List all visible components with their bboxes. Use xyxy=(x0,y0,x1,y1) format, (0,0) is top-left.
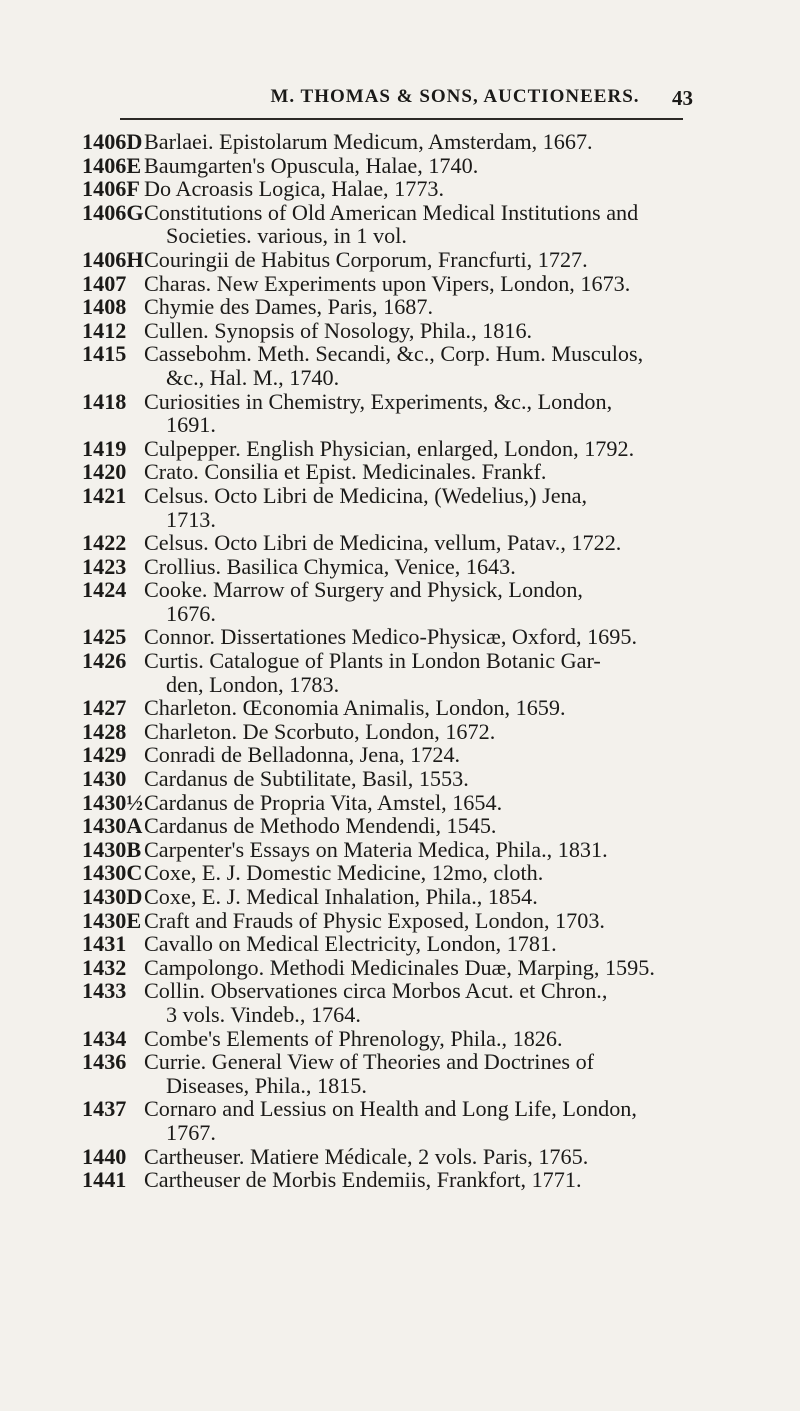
lot-number: 1407 xyxy=(82,270,127,296)
lot-number: 1430 xyxy=(82,766,127,792)
lot-description-line: Combe's Elements of Phrenology, Phila., 1826. xyxy=(144,1025,563,1051)
lot-description xyxy=(144,531,712,555)
lot-entry xyxy=(82,272,712,296)
lot-description xyxy=(144,272,712,296)
lot-entry xyxy=(82,1050,712,1097)
lot-description-line: Cullen. Synopsis of Nosology, Phila., 1816. xyxy=(144,317,533,343)
lot-description xyxy=(144,1027,712,1051)
lot-entry xyxy=(82,956,712,980)
running-header: M. THOMAS & SONS, AUCTIONEERS. xyxy=(270,86,640,107)
lot-description-line: Collin. Observationes circa Morbos Acut. et Chron., xyxy=(144,978,608,1004)
lot-entry xyxy=(82,861,712,885)
lot-description-line: Conradi de Belladonna, Jena, 1724. xyxy=(144,742,461,768)
lot-list xyxy=(82,130,712,1192)
lot-description-line: Coxe, E. J. Domestic Medicine, 12mo, cloth. xyxy=(144,860,544,886)
lot-number: 1424 xyxy=(82,577,127,603)
lot-entry xyxy=(82,720,712,744)
lot-description-line: Craft and Frauds of Physic Exposed, London, 1703. xyxy=(144,907,605,933)
lot-entry xyxy=(82,248,712,272)
lot-description xyxy=(144,248,712,272)
lot-number: 1419 xyxy=(82,435,127,461)
lot-description xyxy=(144,743,712,767)
lot-description-line: Crollius. Basilica Chymica, Venice, 1643. xyxy=(144,553,516,579)
lot-description-line: Cardanus de Propria Vita, Amstel, 1654. xyxy=(144,789,503,815)
lot-number: 1434 xyxy=(82,1025,127,1051)
lot-description xyxy=(144,1097,712,1144)
lot-description xyxy=(144,295,712,319)
lot-description xyxy=(144,437,712,461)
lot-description-line: Charas. New Experiments upon Vipers, London, 1673. xyxy=(144,270,631,296)
lot-entry xyxy=(82,201,712,248)
lot-entry xyxy=(82,885,712,909)
lot-description-line: Constitutions of Old American Medical Institutions and xyxy=(144,199,639,225)
lot-number: 1406D xyxy=(82,129,143,154)
lot-number: 1440 xyxy=(82,1143,127,1169)
lot-number: 1441 xyxy=(82,1167,127,1193)
lot-entry xyxy=(82,130,712,154)
lot-entry xyxy=(82,555,712,579)
lot-description xyxy=(144,861,712,885)
lot-description-continuation: den, London, 1783. xyxy=(166,671,340,697)
lot-description xyxy=(144,696,712,720)
lot-entry xyxy=(82,1027,712,1051)
lot-description xyxy=(144,649,712,696)
lot-description-line: Cartheuser de Morbis Endemiis, Frankfort, 1771. xyxy=(144,1167,582,1193)
lot-description xyxy=(144,979,712,1026)
lot-entry xyxy=(82,578,712,625)
lot-entry xyxy=(82,390,712,437)
lot-number: 1430E xyxy=(82,907,142,933)
lot-entry xyxy=(82,319,712,343)
lot-number: 1415 xyxy=(82,341,127,367)
lot-description xyxy=(144,201,712,248)
lot-description xyxy=(144,1145,712,1169)
lot-description-line: Cardanus de Subtilitate, Basil, 1553. xyxy=(144,766,469,792)
lot-description xyxy=(144,154,712,178)
lot-description xyxy=(144,319,712,343)
lot-number: 1420 xyxy=(82,459,127,485)
lot-entry xyxy=(82,437,712,461)
lot-number: 1406H xyxy=(82,246,144,272)
lot-description-line: Chymie des Dames, Paris, 1687. xyxy=(144,294,434,320)
lot-description-continuation: 3 vols. Vindeb., 1764. xyxy=(166,1001,361,1027)
lot-description-line: Cavallo on Medical Electricity, London, 1781. xyxy=(144,931,557,957)
lot-number: 1406F xyxy=(82,176,140,202)
lot-description xyxy=(144,484,712,531)
lot-description-continuation: &c., Hal. M., 1740. xyxy=(166,364,340,390)
lot-number: 1412 xyxy=(82,317,127,343)
lot-number: 1429 xyxy=(82,742,127,768)
lot-description-continuation: Diseases, Phila., 1815. xyxy=(166,1072,367,1098)
lot-description xyxy=(144,177,712,201)
lot-number: 1436 xyxy=(82,1049,127,1075)
lot-description xyxy=(144,838,712,862)
lot-description-continuation: 1676. xyxy=(166,600,216,626)
lot-description xyxy=(144,625,712,649)
lot-description-line: Baumgarten's Opuscula, Halae, 1740. xyxy=(144,152,479,178)
lot-entry xyxy=(82,342,712,389)
lot-number: 1431 xyxy=(82,931,127,957)
lot-number: 1432 xyxy=(82,954,127,980)
lot-entry xyxy=(82,1097,712,1144)
lot-entry xyxy=(82,154,712,178)
lot-description-continuation: 1713. xyxy=(166,506,216,532)
lot-entry xyxy=(82,979,712,1026)
lot-entry xyxy=(82,696,712,720)
lot-entry xyxy=(82,531,712,555)
lot-description-continuation: 1767. xyxy=(166,1119,216,1145)
lot-description xyxy=(144,555,712,579)
lot-description-line: Cornaro and Lessius on Health and Long Life, London, xyxy=(144,1096,637,1122)
lot-entry xyxy=(82,1168,712,1192)
lot-description xyxy=(144,885,712,909)
lot-description xyxy=(144,1168,712,1192)
header-rule xyxy=(120,118,683,120)
lot-number: 1427 xyxy=(82,695,127,721)
lot-description xyxy=(144,342,712,389)
lot-entry xyxy=(82,484,712,531)
lot-description-line: Campolongo. Methodi Medicinales Duæ, Marping, 1595. xyxy=(144,954,655,980)
lot-number: 1406E xyxy=(82,152,142,178)
lot-entry xyxy=(82,932,712,956)
lot-number: 1425 xyxy=(82,624,127,650)
lot-number: 1430½ xyxy=(82,789,144,815)
lot-description xyxy=(144,909,712,933)
lot-description xyxy=(144,1050,712,1097)
lot-entry xyxy=(82,791,712,815)
lot-description xyxy=(144,390,712,437)
lot-entry xyxy=(82,909,712,933)
lot-entry xyxy=(82,1145,712,1169)
lot-description-line: Curtis. Catalogue of Plants in London Botanic Gar- xyxy=(144,648,601,674)
lot-entry xyxy=(82,295,712,319)
lot-description-line: Celsus. Octo Libri de Medicina, vellum, Patav., 1722. xyxy=(144,530,622,556)
lot-description-line: Charleton. De Scorbuto, London, 1672. xyxy=(144,718,496,744)
lot-description-line: Do Acroasis Logica, Halae, 1773. xyxy=(144,176,445,202)
lot-number: 1408 xyxy=(82,294,127,320)
page-number: 43 xyxy=(672,86,693,110)
lot-description-line: Couringii de Habitus Corporum, Francfurti, 1727. xyxy=(144,246,588,272)
lot-description xyxy=(144,460,712,484)
lot-description-line: Cardanus de Methodo Mendendi, 1545. xyxy=(144,813,497,839)
lot-entry xyxy=(82,814,712,838)
lot-number: 1421 xyxy=(82,482,127,508)
lot-description xyxy=(144,956,712,980)
lot-description xyxy=(144,720,712,744)
lot-description xyxy=(144,814,712,838)
lot-number: 1426 xyxy=(82,648,127,674)
lot-description-line: Carpenter's Essays on Materia Medica, Phila., 1831. xyxy=(144,836,608,862)
lot-number: 1430A xyxy=(82,813,143,839)
lot-number: 1422 xyxy=(82,530,127,556)
lot-description-line: Currie. General View of Theories and Doctrines of xyxy=(144,1049,595,1075)
lot-number: 1430B xyxy=(82,836,142,862)
lot-description-line: Cartheuser. Matiere Médicale, 2 vols. Paris, 1765. xyxy=(144,1143,589,1169)
lot-number: 1433 xyxy=(82,978,127,1004)
lot-description-line: Cassebohm. Meth. Secandi, &c., Corp. Hum. Musculos, xyxy=(144,341,644,367)
lot-description-line: Curiosities in Chemistry, Experiments, &c., London, xyxy=(144,388,613,414)
lot-description-line: Celsus. Octo Libri de Medicina, (Wedelius,) Jena, xyxy=(144,482,588,508)
lot-number: 1437 xyxy=(82,1096,127,1122)
lot-entry xyxy=(82,838,712,862)
lot-description-line: Crato. Consilia et Epist. Medicinales. Frankf. xyxy=(144,459,547,485)
lot-description-continuation: 1691. xyxy=(166,412,216,438)
lot-number: 1430D xyxy=(82,884,143,909)
lot-number: 1430C xyxy=(82,860,143,886)
lot-entry xyxy=(82,460,712,484)
lot-number: 1418 xyxy=(82,388,127,414)
lot-number: 1423 xyxy=(82,553,127,579)
lot-description-line: Culpepper. English Physician, enlarged, London, 1792. xyxy=(144,435,635,461)
lot-entry xyxy=(82,625,712,649)
lot-number: 1428 xyxy=(82,718,127,744)
lot-description xyxy=(144,130,712,154)
lot-description xyxy=(144,578,712,625)
lot-description-line: Charleton. Œconomia Animalis, London, 1659. xyxy=(144,695,566,721)
lot-entry xyxy=(82,743,712,767)
lot-entry xyxy=(82,649,712,696)
lot-number: 1406G xyxy=(82,199,144,225)
lot-description xyxy=(144,791,712,815)
lot-entry xyxy=(82,177,712,201)
lot-description-line: Barlaei. Epistolarum Medicum, Amsterdam, 1667. xyxy=(144,129,593,154)
lot-description xyxy=(144,932,712,956)
lot-description-line: Cooke. Marrow of Surgery and Physick, London, xyxy=(144,577,583,603)
lot-description-continuation: Societies. various, in 1 vol. xyxy=(166,223,407,249)
lot-description xyxy=(144,767,712,791)
lot-description-line: Coxe, E. J. Medical Inhalation, Phila., 1854. xyxy=(144,884,538,909)
lot-entry xyxy=(82,767,712,791)
lot-description-line: Connor. Dissertationes Medico-Physicæ, Oxford, 1695. xyxy=(144,624,638,650)
